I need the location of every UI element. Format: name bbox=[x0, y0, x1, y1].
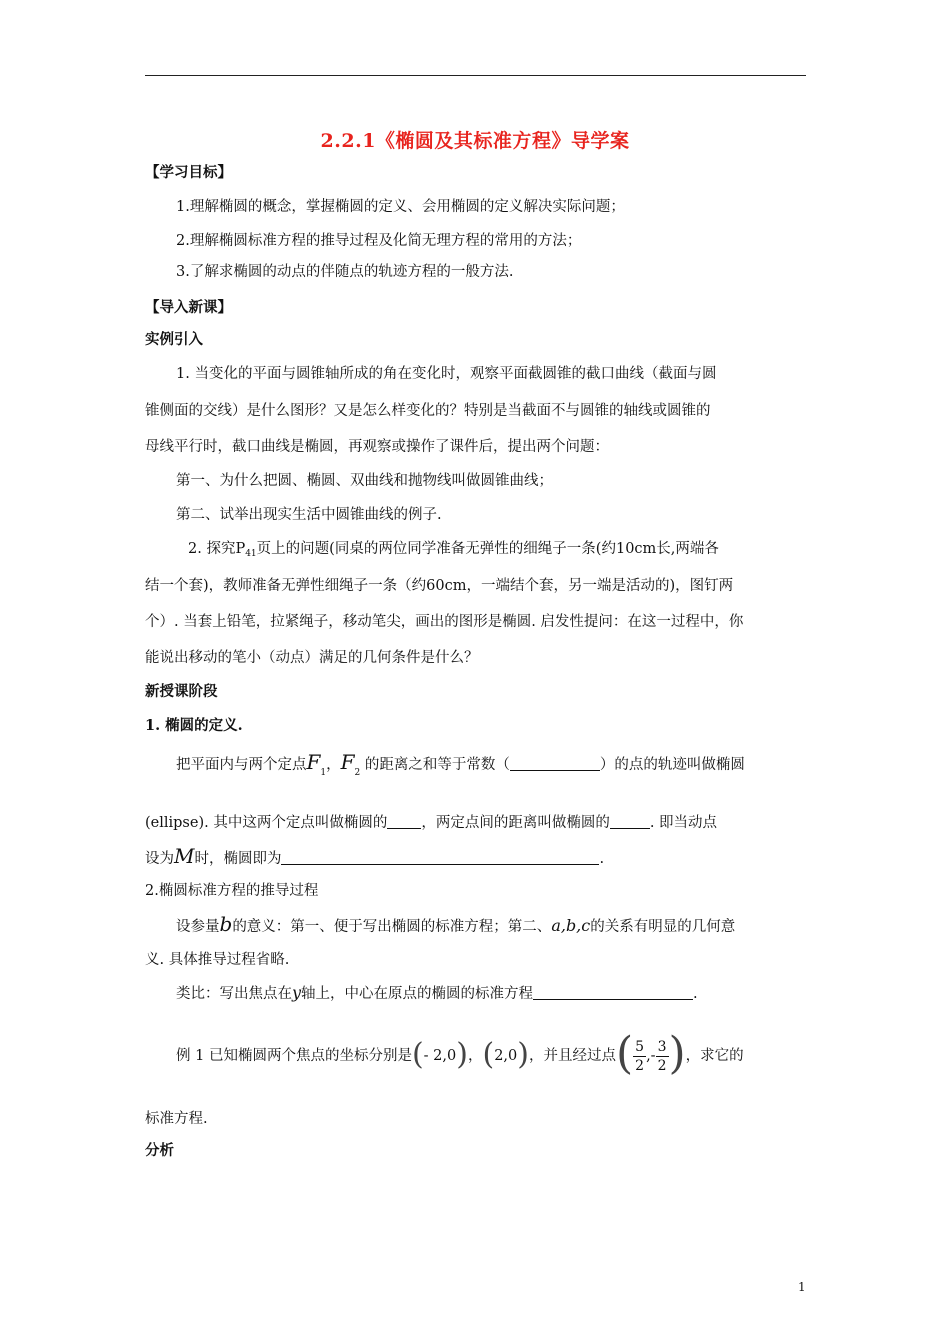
paragraph-line: 1. 当变化的平面与圆锥轴所成的角在变化时，观察平面截圆锥的截口曲线（截面与圆 bbox=[176, 366, 717, 382]
blank-focal-distance bbox=[610, 814, 650, 829]
new-lesson-heading: 新授课阶段 bbox=[145, 683, 218, 700]
page-number: 1 bbox=[798, 1280, 806, 1294]
definition-heading: 1. 椭圆的定义. bbox=[145, 717, 243, 734]
paragraph-line: 结一个套)，教师准备无弹性细绳子一条（约60cm，一端结个套，另一端是活动的)，图钉两 bbox=[145, 578, 734, 594]
definition-line: 把平面内与两个定点$F_1$，$F_2$ 的距离之和等于常数（ ）的点的轨迹叫做椭圆 bbox=[176, 750, 745, 778]
blank-standard-eq bbox=[533, 985, 693, 1000]
paragraph-line: 母线平行时，截口曲线是椭圆，再观察或操作了课件后，提出两个问题： bbox=[145, 439, 609, 455]
standard-eq-line: 义. 具体推导过程省略. bbox=[145, 952, 290, 968]
paragraph-line: 个）. 当套上铅笔，拉紧绳子，移动笔尖，画出的图形是椭圆. 启发性提问：在这一过程中，你 bbox=[145, 614, 744, 630]
example-1-line: 例 1 已知椭圆两个焦点的坐标分别是(- 2,0)，(2,0)，并且经过点( $\frac{5}{2}$ ,- $\frac{3}{2}$ )，求它的 bbox=[176, 1028, 744, 1079]
page-title: 2.2.1《椭圆及其标准方程》导学案 bbox=[320, 130, 630, 152]
paragraph-line: 能说出移动的笔小（动点）满足的几何条件是什么？ bbox=[145, 650, 479, 666]
p2-subscript: 41 bbox=[245, 549, 257, 559]
focus-2-coord: 2,0 bbox=[494, 1048, 518, 1064]
blank-constant bbox=[510, 756, 600, 771]
blank-ellipse-set bbox=[281, 850, 599, 865]
top-rule bbox=[145, 75, 806, 76]
analogy-line: 类比：写出焦点在y轴上，中心在原点的椭圆的标准方程 . bbox=[176, 983, 698, 1002]
analysis-heading: 分析 bbox=[145, 1142, 174, 1159]
goals-heading: 【学习目标】 bbox=[145, 164, 232, 181]
goal-item: 3.了解求椭圆的动点的伴随点的轨迹方程的一般方法. bbox=[176, 264, 514, 280]
focus-F2: F bbox=[340, 750, 355, 774]
standard-eq-line: 设参量b的意义：第一、便于写出椭圆的标准方程；第二、a,b,c的关系有明显的几何意 bbox=[176, 912, 736, 936]
definition-line: (ellipse). 其中这两个定点叫做椭圆的 ，两定点间的距离叫做椭圆的 . 即当动点 bbox=[145, 815, 718, 831]
intro-heading: 【导入新课】 bbox=[145, 299, 232, 316]
example-1-line: 标准方程. bbox=[145, 1111, 208, 1127]
focus-F1: F bbox=[306, 750, 321, 774]
question-1: 第一、为什么把圆、椭圆、双曲线和抛物线叫做圆锥曲线； bbox=[176, 473, 553, 489]
paragraph-line: 锥侧面的交线）是什么图形？又是怎么样变化的？特别是当截面不与圆锥的轴线或圆锥的 bbox=[145, 403, 711, 419]
definition-line: 设为M时，椭圆即为 . bbox=[145, 844, 605, 868]
fraction-x: $\frac{5}{2}$ bbox=[635, 1038, 645, 1074]
fraction-y: $\frac{3}{2}$ bbox=[657, 1038, 667, 1074]
example-heading: 实例引入 bbox=[145, 331, 203, 348]
paragraph-line bbox=[188, 539, 719, 564]
goal-item: 1.理解椭圆的概念，掌握椭圆的定义、会用椭圆的定义解决实际问题； bbox=[176, 199, 625, 215]
point-M: M bbox=[174, 844, 195, 868]
focus-1-coord: - 2,0 bbox=[423, 1048, 457, 1064]
goal-item: 2.理解椭圆标准方程的推导过程及化简无理方程的常用的方法； bbox=[176, 233, 582, 249]
blank-foci bbox=[387, 814, 421, 829]
question-2: 第二、试举出现实生活中圆锥曲线的例子. bbox=[176, 507, 442, 523]
p2-start: 2. 探究P bbox=[188, 541, 246, 557]
standard-eq-heading: 2.椭圆标准方程的推导过程 bbox=[145, 883, 319, 899]
p2-rest: 页上的问题(同桌的两位同学准备无弹性的细绳子一条(约10cm长,两端各 bbox=[256, 541, 719, 557]
